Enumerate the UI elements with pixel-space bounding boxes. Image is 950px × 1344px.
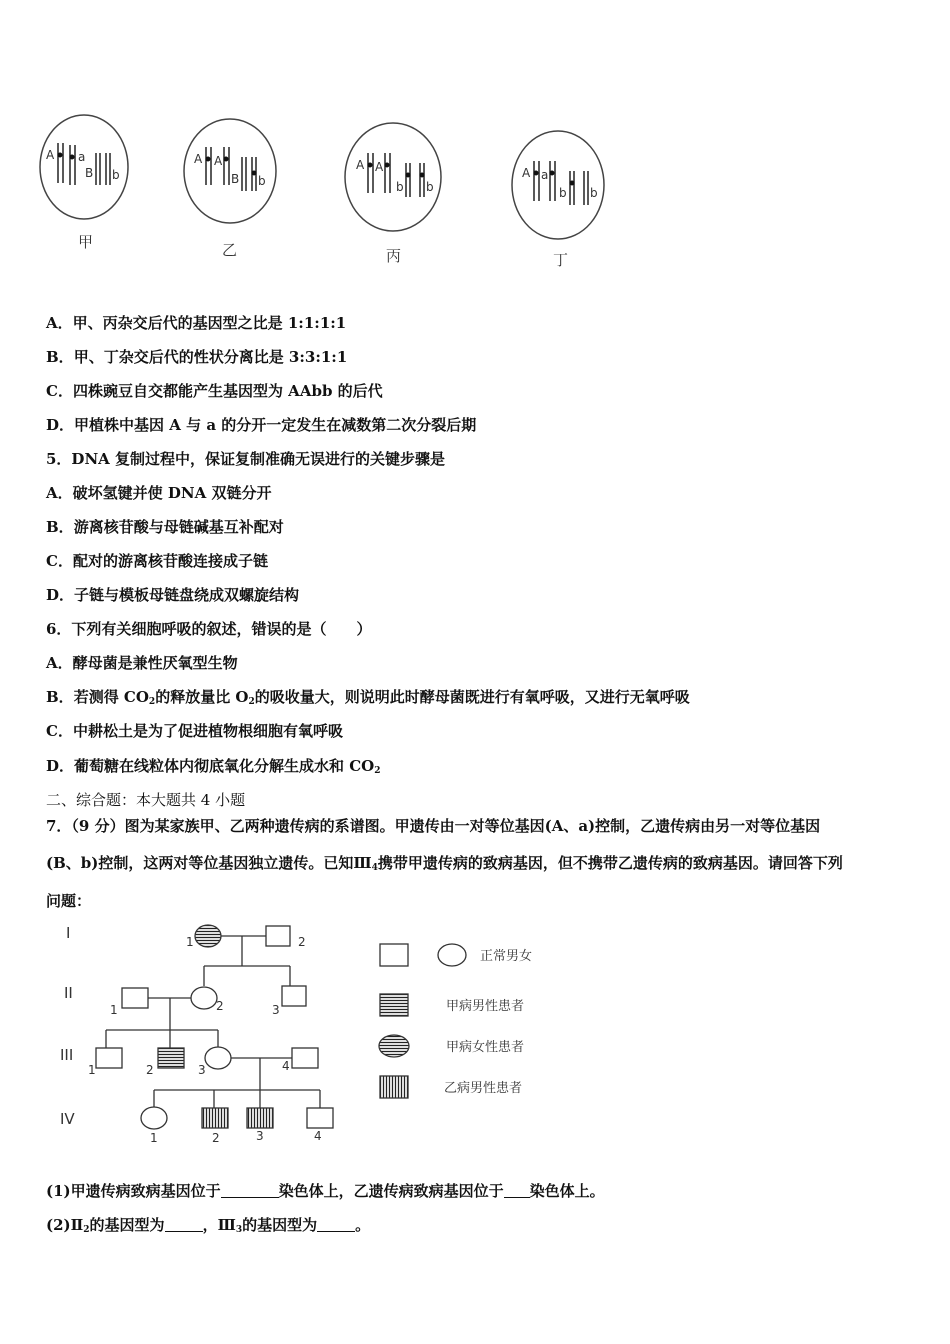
IV-2-number: 2: [212, 1131, 220, 1145]
IV-1-female: [141, 1107, 167, 1129]
q6-option-d: D．葡萄糖在线粒体内彻底氧化分解生成水和 $CO_2$: [46, 757, 381, 776]
III-4-number: 4: [282, 1059, 290, 1073]
q4-option-d: D．甲植株中基因 A 与 a 的分开一定发生在减数第二次分裂后期: [46, 416, 477, 434]
answer-blank-1[interactable]: [221, 1183, 279, 1198]
gen-label-II: II: [64, 984, 73, 1002]
q6-stem: 6．下列有关细胞呼吸的叙述，错误的是（ ）: [46, 620, 372, 638]
II-2-number: 2: [216, 999, 224, 1013]
cell-ding-label-3: b: [559, 186, 567, 200]
answer-blank-4[interactable]: [317, 1217, 355, 1232]
III-3-number: 3: [198, 1063, 206, 1077]
q4-option-b: B．甲、丁杂交后代的性状分离比是 3:3:1:1: [46, 348, 348, 366]
q5-option-c: C．配对的游离核苷酸连接成子链: [46, 552, 268, 570]
cell-yi-label-2: A: [214, 154, 223, 168]
cell-jia-label-1: A: [46, 148, 55, 162]
legend-b-male-symbol: [380, 1076, 408, 1098]
II-1-male: [122, 988, 148, 1008]
legend-b-male-label: 乙病男性患者: [444, 1081, 523, 1096]
q7-subquestion-1: (1)甲遗传病致病基因位于 染色体上，乙遗传病致病基因位于 染色体上。: [46, 1182, 605, 1200]
cell-yi-name: 乙: [222, 241, 238, 259]
q7-line-3: 问题：: [46, 892, 92, 910]
II-3-male: [282, 986, 306, 1006]
II-2-female: [191, 987, 217, 1009]
cell-ding-label-1: A: [522, 166, 531, 180]
III-4-male: [292, 1048, 318, 1068]
cell-diagram-figure: [38, 105, 618, 280]
pedigree-figure: [46, 918, 556, 1146]
IV-4-male: [307, 1108, 333, 1128]
cell-jia-name: 甲: [78, 233, 94, 251]
q5-option-b: B．游离核苷酸与母链碱基互补配对: [46, 518, 284, 536]
q5-option-d: D．子链与模板母链盘绕成双螺旋结构: [46, 586, 300, 604]
legend-normal-female-symbol: [438, 944, 466, 966]
cell-bing-label-4: b: [426, 180, 434, 194]
I-1-affected-female: [195, 925, 221, 947]
cell-bing-label-2: A: [375, 160, 384, 174]
cell-bing: [345, 123, 441, 265]
q5-option-a: A．破坏氢键并使 DNA 双链分开: [46, 484, 272, 502]
cell-yi-label-3: B: [231, 172, 240, 186]
IV-1-number: 1: [150, 1131, 158, 1145]
legend-a-male-label: 甲病男性患者: [446, 999, 525, 1014]
q4-option-c: C．四株豌豆自交都能产生基因型为 AAbb 的后代: [46, 382, 383, 400]
cell-yi-label-4: b: [258, 174, 266, 188]
cell-bing-label-3: b: [396, 180, 404, 194]
cell-ding-name: 丁: [553, 251, 569, 269]
legend-normal-label: 正常男女: [480, 949, 533, 964]
q5-stem: 5．DNA 复制过程中，保证复制准确无误进行的关键步骤是: [46, 450, 446, 468]
cell-jia-label-2: a: [78, 150, 86, 164]
gen-label-III: III: [60, 1046, 74, 1064]
cell-bing-label-1: A: [356, 158, 365, 172]
III-2-affected-male: [158, 1048, 184, 1068]
cell-ding-label-2: a: [541, 168, 549, 182]
answer-blank-3[interactable]: [165, 1217, 203, 1232]
II-1-number: 1: [110, 1003, 118, 1017]
q6-option-b: B．若测得 $CO_2$的释放量比 $O_2$的吸收量大，则说明此时酵母菌既进行有氧呼吸，又进行无氧呼吸: [46, 688, 690, 707]
q7-subquestion-2: $(2)Ⅱ_2$的基因型为 ，$Ⅲ_3$的基因型为 。: [46, 1216, 371, 1235]
cell-ding-label-4: b: [590, 186, 598, 200]
I-2-number: 2: [298, 935, 306, 949]
I-2-male: [266, 926, 290, 946]
cell-jia: [40, 115, 128, 251]
III-1-number: 1: [88, 1063, 96, 1077]
legend-a-male-symbol: [380, 994, 408, 1016]
cell-yi: [184, 119, 276, 259]
IV-2-affected-male-b: [202, 1108, 228, 1128]
I-1-number: 1: [186, 935, 194, 949]
IV-3-number: 3: [256, 1129, 264, 1143]
gen-label-I: I: [66, 924, 71, 942]
III-1-male: [96, 1048, 122, 1068]
III-3-female: [205, 1047, 231, 1069]
answer-blank-2[interactable]: [504, 1183, 530, 1198]
q7-line-1: 7．（9 分）图为某家族甲、乙两种遗传病的系谱图。甲遗传由一对等位基因(A、a)控制，乙遗传病由另一对等位基因: [46, 817, 821, 835]
cell-ding: [512, 131, 604, 269]
cell-jia-label-4: b: [112, 168, 120, 182]
q4-option-a: A．甲、丙杂交后代的基因型之比是 1:1:1:1: [46, 314, 347, 332]
q6-option-a: A．酵母菌是兼性厌氧型生物: [46, 654, 238, 672]
cell-jia-label-3: B: [85, 166, 94, 180]
III-2-number: 2: [146, 1063, 154, 1077]
q6-option-c: C．中耕松土是为了促进植物根细胞有氧呼吸: [46, 722, 343, 740]
cell-bing-name: 丙: [386, 247, 402, 265]
IV-3-affected-male-b: [247, 1108, 273, 1128]
legend-a-female-symbol: [379, 1035, 409, 1057]
legend-a-female-label: 甲病女性患者: [446, 1040, 525, 1055]
gen-label-IV: IV: [60, 1110, 75, 1128]
cell-yi-label-1: A: [194, 152, 203, 166]
IV-4-number: 4: [314, 1129, 322, 1143]
q7-line-2: (B、b)控制，这两对等位基因独立遗传。已知$Ⅲ_4$携带甲遗传病的致病基因，但不携带乙遗传病的致病基因。请回答下列: [46, 854, 843, 873]
section-2-title: 二、综合题：本大题共 4 小题: [46, 791, 246, 809]
II-3-number: 3: [272, 1003, 280, 1017]
legend-normal-male-symbol: [380, 944, 408, 966]
